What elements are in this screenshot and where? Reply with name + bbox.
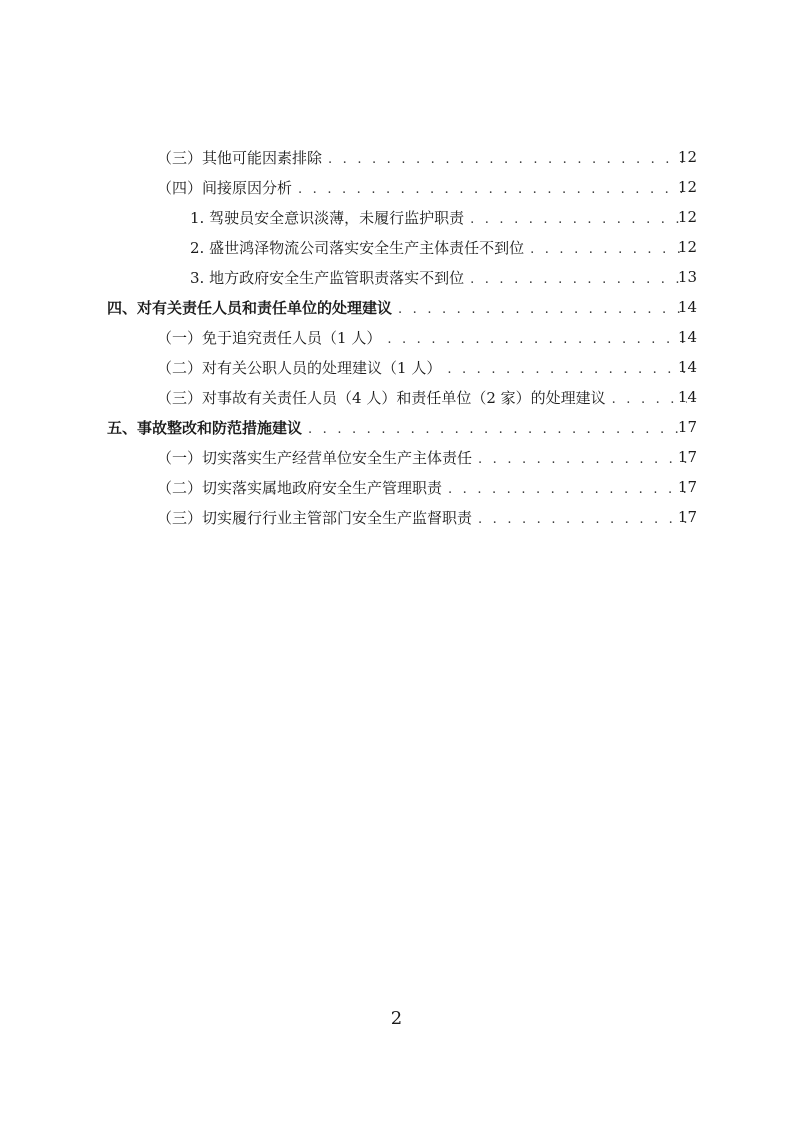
toc-entry-page: 17	[677, 448, 697, 466]
page-number: 2	[390, 1008, 403, 1029]
dot-leader	[470, 212, 687, 227]
toc-entry-label: 3. 地方政府安全生产监管职责落实不到位	[190, 268, 465, 287]
toc-entry-page: 12	[677, 208, 697, 226]
table-of-contents	[0, 142, 793, 532]
toc-entry[interactable]	[0, 382, 793, 412]
toc-entry-page: 12	[677, 178, 697, 196]
dot-leader	[308, 422, 687, 437]
dot-leader	[478, 512, 687, 527]
toc-entry[interactable]	[0, 232, 793, 262]
toc-entry-page: 17	[677, 418, 697, 436]
toc-entry-page: 12	[677, 148, 697, 166]
toc-entry[interactable]	[0, 442, 793, 472]
dot-leader	[298, 182, 687, 197]
toc-entry-page: 12	[677, 238, 697, 256]
dot-leader	[478, 452, 687, 467]
toc-entry-page: 13	[677, 268, 697, 286]
dot-leader	[530, 242, 687, 257]
dot-leader	[387, 332, 687, 347]
toc-entry[interactable]	[0, 292, 793, 322]
toc-entry-label: 1. 驾驶员安全意识淡薄，未履行监护职责	[190, 208, 465, 227]
toc-entry-page: 14	[677, 358, 697, 376]
toc-entry[interactable]	[0, 352, 793, 382]
toc-entry[interactable]	[0, 262, 793, 292]
toc-entry[interactable]	[0, 142, 793, 172]
toc-entry-label: （三）其他可能因素排除	[157, 148, 323, 167]
toc-entry-label: （一）切实落实生产经营单位安全生产主体责任	[157, 448, 473, 467]
toc-entry-label: （一）免于追究责任人员（1 人）	[157, 328, 382, 347]
toc-entry-label: 四、对有关责任人员和责任单位的处理建议	[107, 298, 393, 317]
toc-entry[interactable]	[0, 172, 793, 202]
dot-leader	[328, 152, 687, 167]
toc-entry-label: （三）对事故有关责任人员（4 人）和责任单位（2 家）的处理建议	[157, 388, 606, 407]
dot-leader	[447, 362, 687, 377]
toc-entry-page: 17	[677, 478, 697, 496]
toc-entry-page: 14	[677, 298, 697, 316]
toc-entry-page: 17	[677, 508, 697, 526]
toc-entry[interactable]	[0, 322, 793, 352]
toc-entry-page: 14	[677, 328, 697, 346]
toc-entry-label: 2. 盛世鸿泽物流公司落实安全生产主体责任不到位	[190, 238, 525, 257]
toc-entry-label: （二）对有关公职人员的处理建议（1 人）	[157, 358, 442, 377]
toc-entry-page: 14	[677, 388, 697, 406]
toc-entry[interactable]	[0, 472, 793, 502]
toc-entry[interactable]	[0, 412, 793, 442]
toc-entry[interactable]	[0, 202, 793, 232]
toc-entry-label: （三）切实履行行业主管部门安全生产监督职责	[157, 508, 473, 527]
dot-leader	[448, 482, 687, 497]
toc-entry[interactable]	[0, 502, 793, 532]
toc-entry-label: 五、事故整改和防范措施建议	[107, 418, 303, 437]
dot-leader	[470, 272, 687, 287]
toc-entry-label: （四）间接原因分析	[157, 178, 293, 197]
dot-leader	[398, 302, 687, 317]
toc-entry-label: （二）切实落实属地政府安全生产管理职责	[157, 478, 443, 497]
